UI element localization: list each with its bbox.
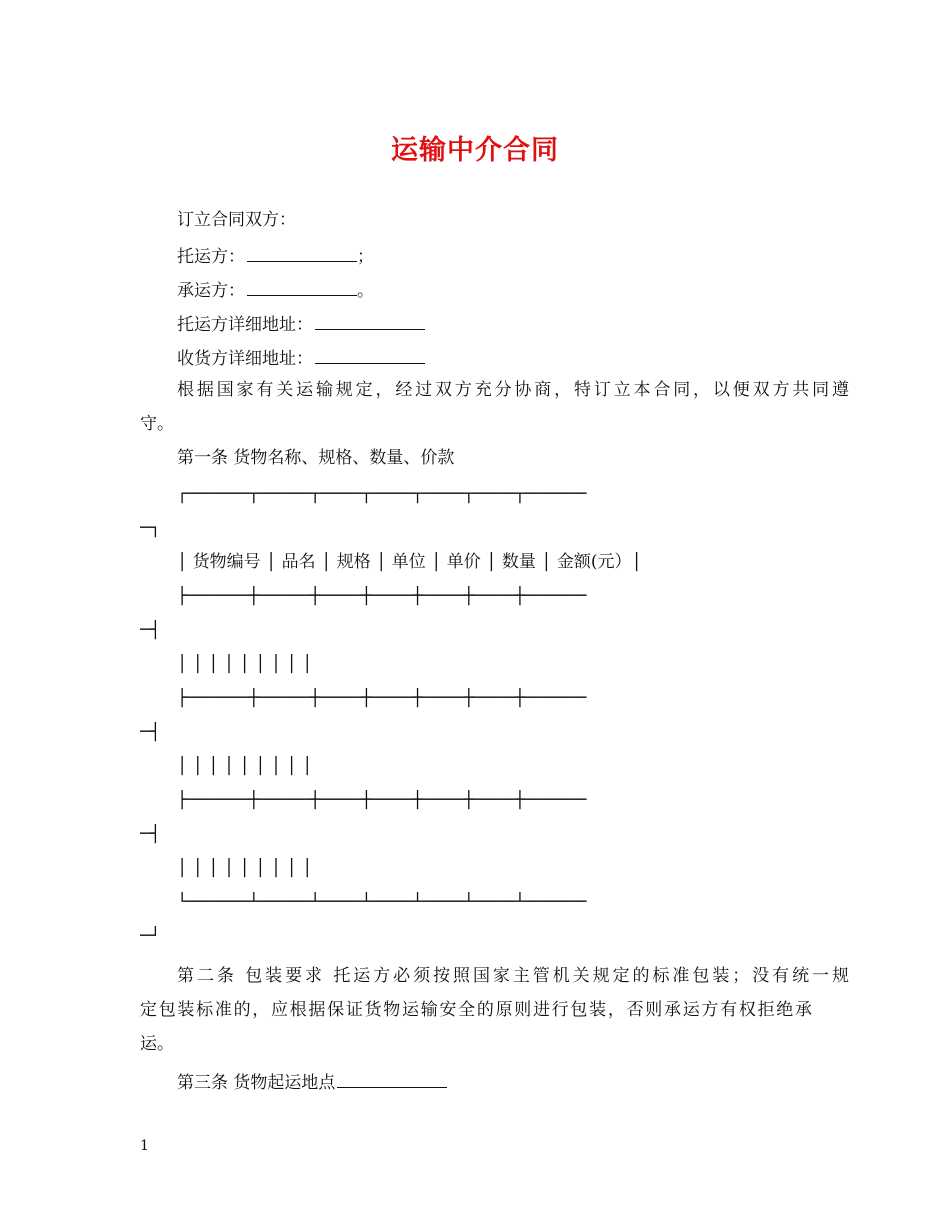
shipper-address-blank bbox=[315, 312, 425, 330]
document-title: 运输中介合同 bbox=[391, 135, 559, 166]
table-bottom-border-end: ─┘ bbox=[140, 926, 161, 946]
shipper-line bbox=[140, 244, 849, 267]
table-top-border: ┌──────┬─────┬────┬────┬────┬────┬────── bbox=[177, 484, 587, 504]
table-empty-row: │ │ │ │ │ │ │ │ │ bbox=[177, 858, 313, 878]
consignee-address-blank bbox=[315, 346, 425, 364]
shipper-label: 托运方： bbox=[177, 247, 245, 267]
shipper-end: ； bbox=[357, 247, 374, 267]
article-3-label: 第三条 货物起运地点 bbox=[177, 1073, 336, 1093]
table-separator: ├──────┼─────┼────┼────┼────┼────┼────── bbox=[177, 688, 587, 708]
carrier-blank bbox=[247, 278, 357, 296]
table-separator: ├──────┼─────┼────┼────┼────┼────┼────── bbox=[177, 586, 587, 606]
intro-line-2: 守。 bbox=[140, 414, 174, 434]
table-empty-row: │ │ │ │ │ │ │ │ │ bbox=[177, 756, 313, 776]
consignee-address-label: 收货方详细地址： bbox=[177, 349, 313, 369]
table-empty-row: │ │ │ │ │ │ │ │ │ bbox=[177, 654, 313, 674]
intro-line-1: 根据国家有关运输规定，经过双方充分协商，特订立本合同，以便双方共同遵 bbox=[177, 380, 849, 400]
carrier-label: 承运方： bbox=[177, 281, 245, 301]
article-2-line-2: 定包装标准的，应根据保证货物运输安全的原则进行包装，否则承运方有权拒绝承 bbox=[140, 1000, 812, 1020]
parties-heading: 订立合同双方： bbox=[177, 210, 296, 230]
table-separator: ├──────┼─────┼────┼────┼────┼────┼────── bbox=[177, 790, 587, 810]
table-bottom-border: └──────┴─────┴────┴────┴────┴────┴────── bbox=[177, 892, 587, 912]
article-2-line-3: 运。 bbox=[140, 1034, 174, 1054]
consignee-address-line bbox=[140, 346, 849, 369]
carrier-line bbox=[140, 278, 849, 301]
table-separator-end: ─┤ bbox=[140, 620, 161, 640]
shipper-address-label: 托运方详细地址： bbox=[177, 315, 313, 335]
carrier-end: 。 bbox=[357, 281, 374, 301]
shipper-blank bbox=[247, 244, 357, 262]
table-top-border-end: ─┐ bbox=[140, 518, 161, 538]
article-2-line-1: 第二条 包装要求 托运方必须按照国家主管机关规定的标准包装；没有统一规 bbox=[177, 966, 849, 986]
table-separator-end: ─┤ bbox=[140, 824, 161, 844]
article-3-blank bbox=[337, 1070, 447, 1088]
article-3-line bbox=[140, 1070, 849, 1093]
shipper-address-line bbox=[140, 312, 849, 335]
table-separator-end: ─┤ bbox=[140, 722, 161, 742]
page-number: 1 bbox=[140, 1138, 149, 1154]
table-header-row: │ 货物编号 │ 品名 │ 规格 │ 单位 │ 单价 │ 数量 │ 金额(元）│ bbox=[177, 552, 642, 572]
article-1-heading: 第一条 货物名称、规格、数量、价款 bbox=[177, 448, 455, 468]
